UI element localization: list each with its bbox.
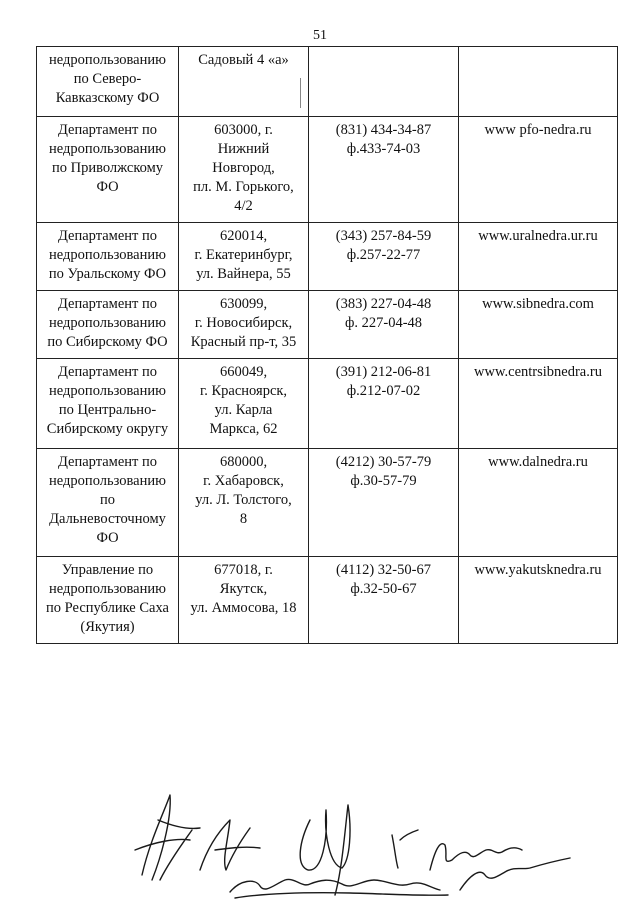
org-line: Кавказскому ФО — [55, 90, 160, 106]
org-line: Управление по — [61, 562, 154, 578]
address-line: Нижний — [217, 141, 270, 157]
org-line: по Уральскому ФО — [48, 266, 167, 282]
website-link[interactable]: www.dalnedra.ru — [488, 454, 588, 470]
org-line: Департамент по — [57, 364, 158, 380]
address-line: г. Хабаровск, — [203, 473, 284, 489]
org-cell — [37, 291, 179, 359]
scan-artifact-line — [300, 78, 301, 108]
address-cell — [179, 557, 309, 644]
phone-line: (4212) 30-57-79 — [335, 454, 432, 470]
org-line: ФО — [96, 179, 119, 195]
phone-cell — [309, 557, 459, 644]
address-cell — [179, 449, 309, 557]
address-line: ул. Аммосова, 18 — [190, 600, 297, 616]
org-line: недропользованию — [49, 315, 166, 331]
address-cell — [179, 117, 309, 223]
contacts-table — [36, 46, 618, 644]
address-cell — [179, 223, 309, 291]
phone-cell — [309, 449, 459, 557]
org-line: Дальневосточному — [49, 511, 166, 527]
website-link[interactable]: www.sibnedra.com — [482, 296, 594, 312]
org-line: Департамент по — [57, 122, 158, 138]
org-line: недропользованию — [49, 141, 166, 157]
signature-stroke — [392, 830, 418, 868]
org-line: недропользованию — [49, 473, 166, 489]
phone-line: (831) 434-34-87 — [335, 122, 432, 138]
website-cell — [459, 359, 618, 449]
phone-cell — [309, 47, 459, 117]
org-line: Департамент по — [57, 296, 158, 312]
org-line: по Приволжскому — [51, 160, 164, 176]
address-line: 620014, — [219, 228, 268, 244]
signature-stroke — [300, 805, 350, 895]
org-cell — [37, 117, 179, 223]
phone-line: ф.30-57-79 — [350, 473, 417, 489]
phone-line: (391) 212-06-81 — [335, 364, 432, 380]
phone-line: (343) 257-84-59 — [335, 228, 432, 244]
address-line: г. Новосибирск, — [194, 315, 293, 331]
table-row — [37, 117, 618, 223]
org-line: ФО — [96, 530, 119, 546]
signature-stroke — [460, 858, 570, 890]
address-cell — [179, 359, 309, 449]
signature-stroke — [430, 844, 522, 870]
signature-stroke — [200, 820, 260, 870]
address-line: Маркса, 62 — [209, 421, 278, 437]
address-line: пл. М. Горького, — [193, 179, 294, 195]
org-line: по Республике Саха — [46, 600, 169, 616]
address-line: 603000, г. — [214, 122, 273, 138]
phone-line: ф.257-22-77 — [346, 247, 421, 263]
website-cell — [459, 47, 618, 117]
table-row — [37, 47, 618, 117]
address-line: г. Екатеринбург, — [194, 247, 293, 263]
website-cell — [459, 449, 618, 557]
website-cell — [459, 223, 618, 291]
address-line: Новгород, — [212, 160, 275, 176]
page-number: 51 — [313, 28, 327, 43]
phone-cell — [309, 223, 459, 291]
website-cell — [459, 117, 618, 223]
signature-stroke — [235, 893, 448, 898]
table-row — [37, 223, 618, 291]
signature-stroke — [135, 795, 200, 880]
website-link[interactable]: www.centrsibnedra.ru — [474, 364, 602, 380]
phone-line: ф.433-74-03 — [346, 141, 421, 157]
table-row — [37, 359, 618, 449]
org-cell — [37, 449, 179, 557]
phone-line: (4112) 32-50-67 — [336, 562, 431, 578]
phone-cell — [309, 291, 459, 359]
phone-cell — [309, 117, 459, 223]
website-link[interactable]: www.yakutsknedra.ru — [474, 562, 602, 578]
signatures-image — [130, 780, 590, 900]
org-line: по Сибирскому ФО — [47, 334, 168, 350]
table-row — [37, 291, 618, 359]
website-cell — [459, 291, 618, 359]
org-line: недропользованию — [49, 581, 166, 597]
website-link[interactable]: www pfo-nedra.ru — [484, 122, 592, 138]
org-cell — [37, 359, 179, 449]
website-link[interactable]: www.uralnedra.ur.ru — [478, 228, 598, 244]
address-cell — [179, 47, 309, 117]
address-line: 660049, — [219, 364, 268, 380]
table-row — [37, 449, 618, 557]
phone-line: ф.212-07-02 — [346, 383, 421, 399]
signature-stroke — [230, 879, 440, 892]
org-line: Сибирскому округу — [46, 421, 169, 437]
org-line: (Якутия) — [80, 619, 135, 635]
address-line: ул. Карла — [214, 402, 273, 418]
org-line: Департамент по — [57, 454, 158, 470]
org-line: недропользованию — [49, 383, 166, 399]
address-line: Якутск, — [219, 581, 268, 597]
phone-line: (383) 227-04-48 — [335, 296, 432, 312]
address-cell — [179, 291, 309, 359]
table-row — [37, 557, 618, 644]
org-line: по — [99, 492, 115, 508]
org-line: по Северо- — [73, 71, 142, 87]
address-line: Красный пр-т, 35 — [190, 334, 297, 350]
address-line: 677018, г. — [214, 562, 273, 578]
address-line: 4/2 — [234, 198, 253, 214]
address-line: ул. Вайнера, 55 — [196, 266, 291, 282]
org-line: по Центрально- — [58, 402, 157, 418]
org-cell — [37, 557, 179, 644]
address-line: 630099, — [219, 296, 268, 312]
address-line: г. Красноярск, — [199, 383, 288, 399]
address-line: ул. Л. Толстого, — [195, 492, 292, 508]
org-cell — [37, 223, 179, 291]
org-line: Департамент по — [57, 228, 158, 244]
phone-line: ф. 227-04-48 — [344, 315, 423, 331]
phone-cell — [309, 359, 459, 449]
org-line: недропользованию — [49, 52, 166, 68]
address-line: 680000, — [219, 454, 268, 470]
website-cell — [459, 557, 618, 644]
address-line: Садовый 4 «а» — [198, 52, 289, 68]
address-line: 8 — [239, 511, 248, 527]
org-line: недропользованию — [49, 247, 166, 263]
phone-line: ф.32-50-67 — [350, 581, 417, 597]
org-cell — [37, 47, 179, 117]
